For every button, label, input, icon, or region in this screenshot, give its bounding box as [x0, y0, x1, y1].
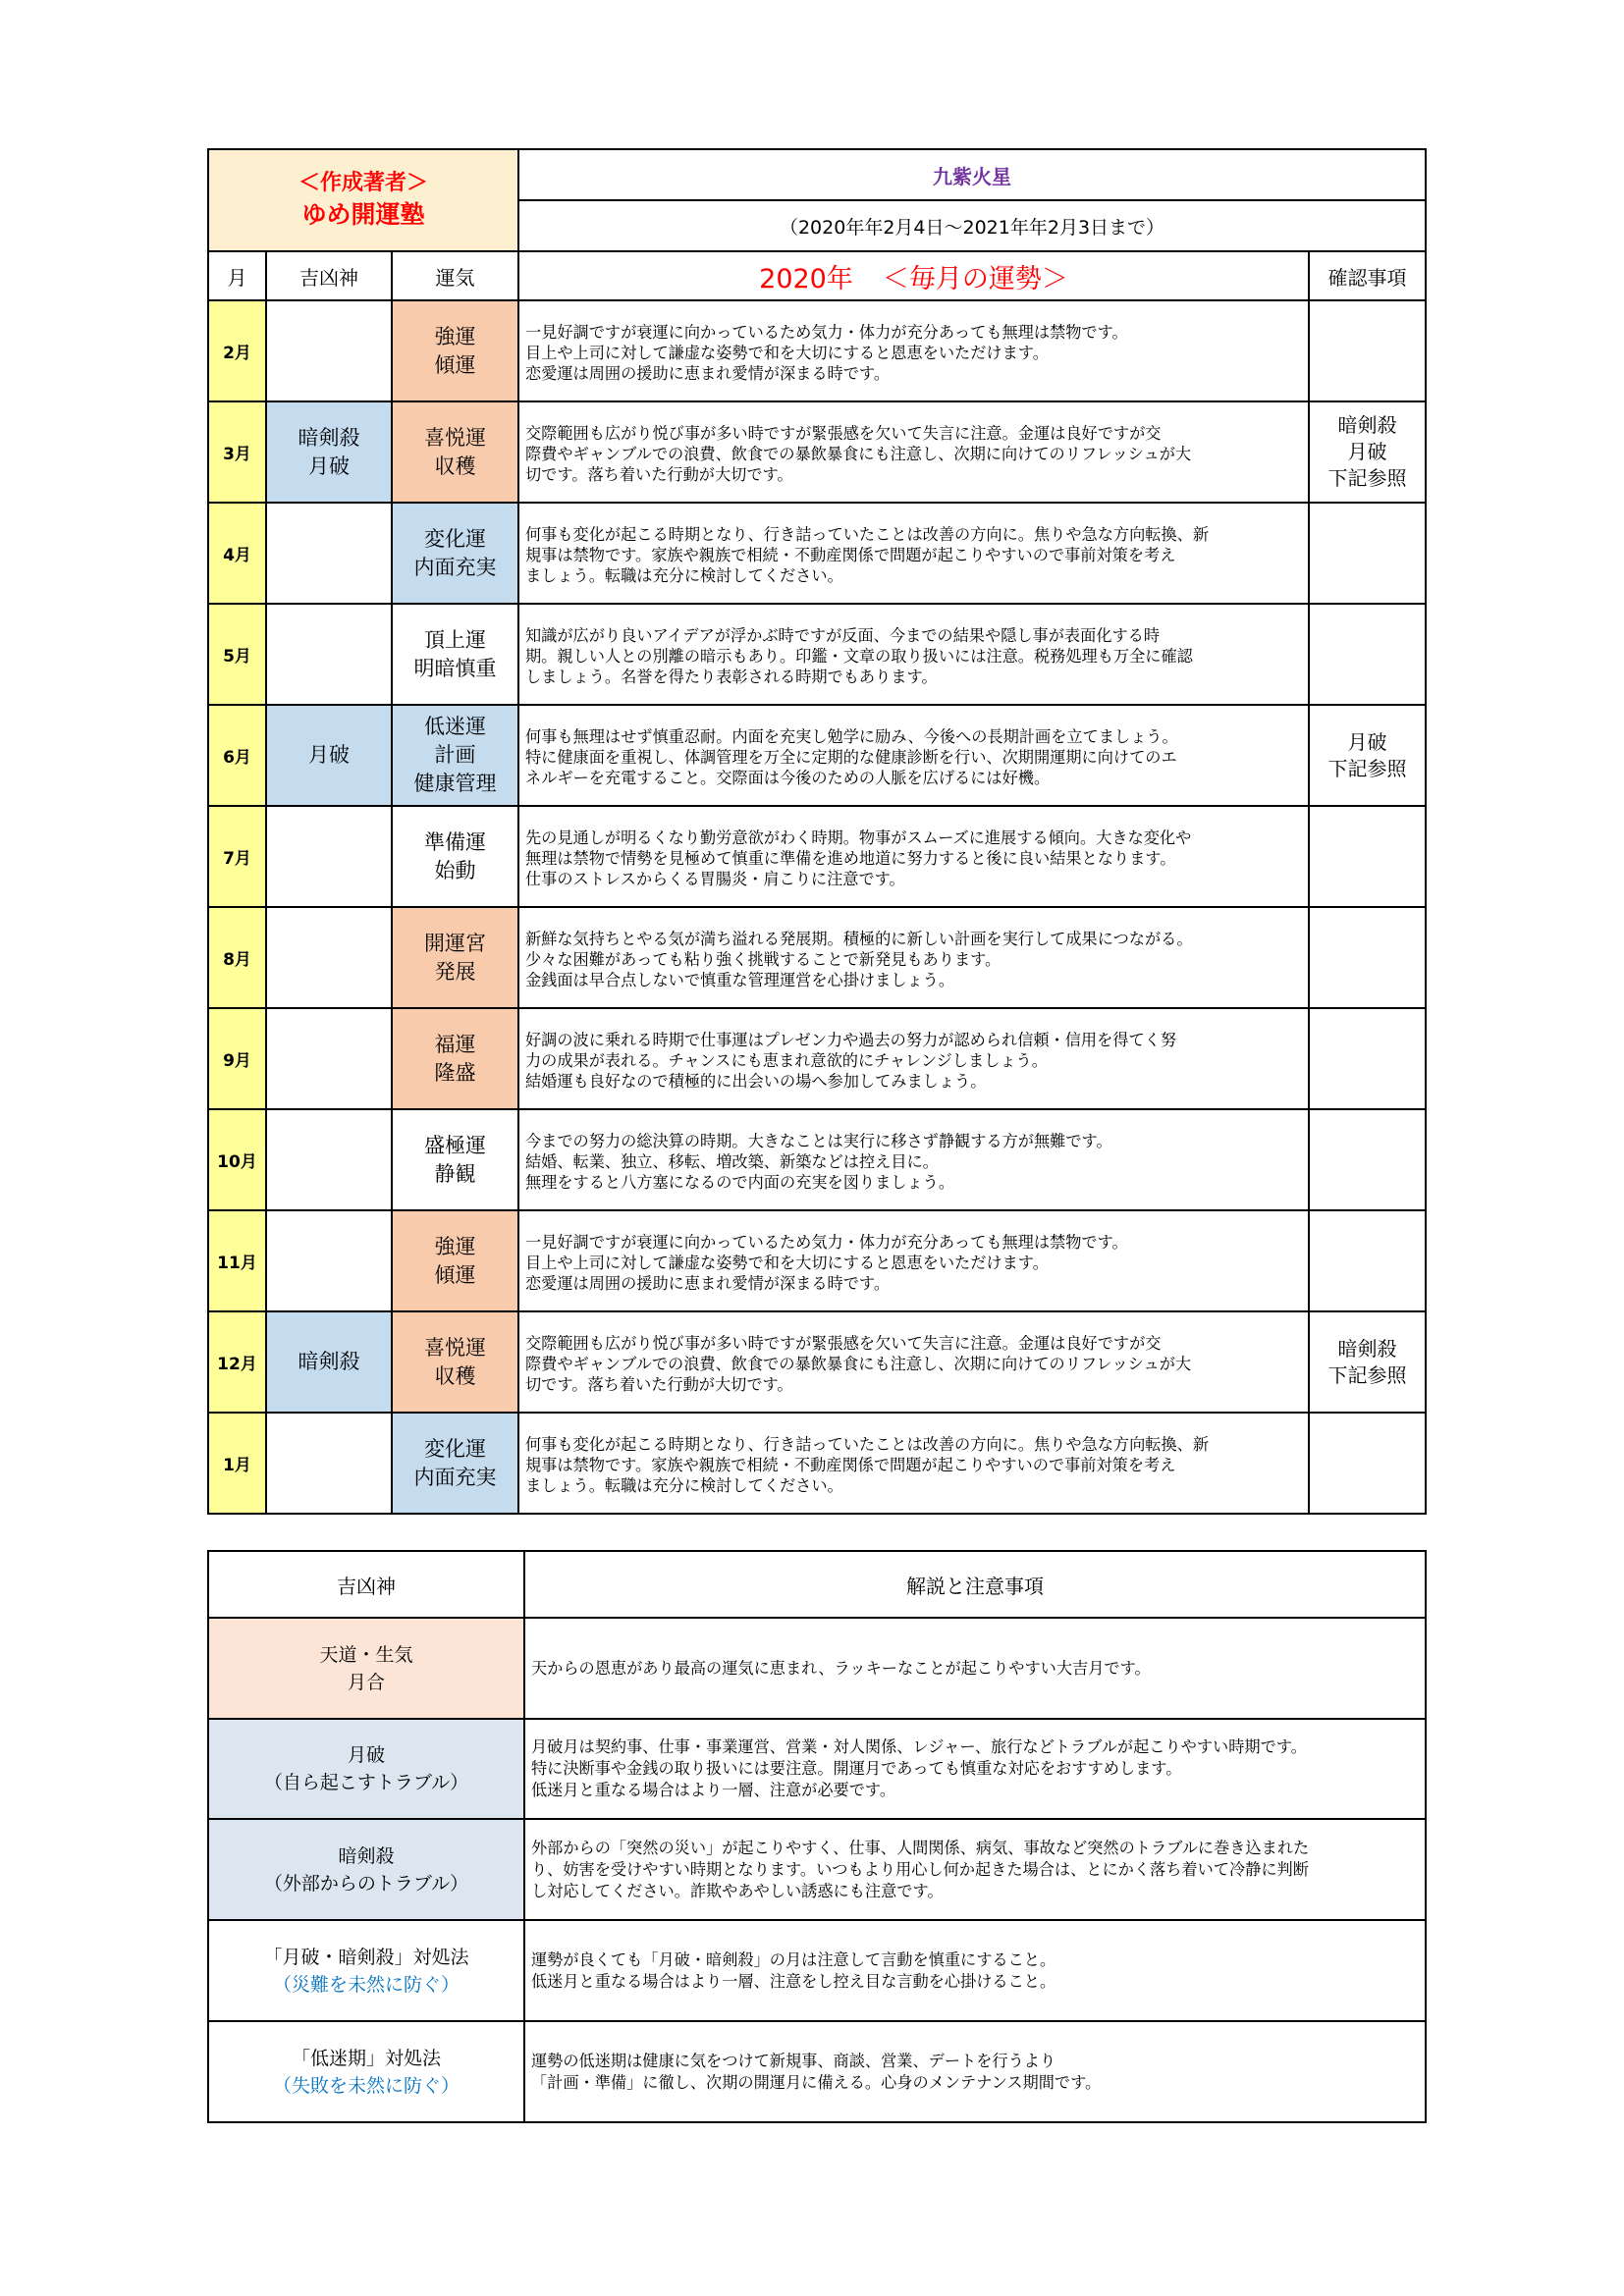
description-line: 規事は禁物です。家族や親族で相続・不動産関係で問題が起こりやすいので事前対策を考え [525, 1456, 1176, 1474]
unki-line: 収穫 [434, 1363, 476, 1388]
legend-name-line: （外部からのトラブル） [263, 1872, 469, 1895]
description-line: 今までの努力の総決算の時期。大きなことは実行に移さず静観する方が無難です。 [525, 1132, 1112, 1150]
title-year: 2020年 [759, 263, 853, 294]
check-cell [1309, 604, 1426, 705]
legend-name-line: 暗剣殺 [338, 1844, 395, 1867]
kikkyoshin-cell [266, 806, 392, 907]
month-label: 10月 [208, 1109, 266, 1210]
month-label: 3月 [208, 401, 266, 503]
fortune-description [518, 1311, 1309, 1413]
legend-description-line: 月破月は契約事、仕事・事業運営、営業・対人関係、レジャー、旅行などトラブルが起こりやすい時期です。 [531, 1737, 1307, 1756]
unki-line: 盛極運 [424, 1133, 486, 1157]
page-title [518, 251, 1309, 300]
kikkyoshin-cell [266, 1210, 392, 1311]
fortune-description [518, 1413, 1309, 1514]
check-line: 下記参照 [1327, 1362, 1407, 1387]
description-line: 特に健康面を重視し、体調管理を万全に定期的な健康診断を行い、次期開運期に向けてのエ [525, 748, 1177, 767]
unki-line: 喜悦運 [424, 425, 486, 450]
description-line: 交際範囲も広がり悦び事が多い時ですが緊張感を欠いて失言に注意。金運は良好ですが交 [525, 424, 1162, 443]
unki-cell [392, 1413, 518, 1514]
legend-description-line: 運勢が良くても「月破・暗剣殺」の月は注意して言動を慎重にすること。 [531, 1949, 1056, 1969]
check-cell [1309, 1413, 1426, 1514]
description-line: 結婚、転業、独立、移転、増改築、新築などは控え目に。 [525, 1152, 939, 1171]
unki-cell [392, 300, 518, 401]
kikkyoshin-cell [266, 1008, 392, 1109]
fortune-description [518, 300, 1309, 401]
author-label: ＜作成著者＞ [298, 171, 428, 195]
fortune-description [518, 1008, 1309, 1109]
unki-line: 内面充実 [413, 1465, 497, 1489]
col-unki: 運気 [392, 251, 518, 300]
month-label: 11月 [208, 1210, 266, 1311]
month-row [208, 705, 1426, 806]
month-row [208, 806, 1426, 907]
fortune-description [518, 806, 1309, 907]
description-line: 何事も変化が起こる時期となり、行き詰っていたことは改善の方向に。焦りや急な方向転換、新 [525, 1435, 1210, 1454]
unki-cell [392, 604, 518, 705]
fortune-description [518, 1210, 1309, 1311]
description-line: 目上や上司に対して謙虚な姿勢で和を大切にすると恩恵をいただけます。 [525, 344, 1049, 362]
month-label: 4月 [208, 503, 266, 604]
legend-description-line: 天からの恩恵があり最高の運気に恵まれ、ラッキーなことが起こりやすい大吉月です。 [531, 1658, 1151, 1678]
kikkyoshin-cell [266, 503, 392, 604]
kikkyoshin-line: 暗剣殺 [298, 425, 360, 450]
check-line: 月破 [1347, 729, 1387, 754]
unki-line: 低迷運 [424, 715, 486, 738]
legend-row [208, 1920, 1426, 2021]
check-cell [1309, 705, 1426, 806]
legend-description-line: り、妨害を受けやすい時期となります。いつもより用心し何か起きた場合は、とにかく落ち着いて冷静に判断 [531, 1859, 1309, 1879]
period: （2020年年2月4日～2021年年2月3日まで） [518, 200, 1426, 251]
description-line: ネルギーを充電すること。交際面は今後のための人脈を広げるには好機。 [525, 769, 1051, 787]
description-line: 何事も変化が起こる時期となり、行き詰っていたことは改善の方向に。焦りや急な方向転換、新 [525, 525, 1210, 544]
legend-name-line: （失敗を未然に防ぐ） [272, 2074, 460, 2097]
legend-description [524, 1819, 1426, 1920]
legend-row [208, 1618, 1426, 1719]
check-line: 下記参照 [1327, 466, 1407, 490]
unki-line: 明暗慎重 [413, 656, 497, 680]
description-line: 知識が広がり良いアイデアが浮かぶ時ですが反面、今までの結果や隠し事が表面化する時 [525, 626, 1161, 645]
legend-name-line: 月破 [347, 1744, 385, 1766]
legend-description [524, 1618, 1426, 1719]
month-label: 7月 [208, 806, 266, 907]
description-line: しましょう。名誉を得たり表彰される時期でもあります。 [525, 667, 938, 686]
description-line: ましょう。転職は充分に検討してください。 [525, 566, 843, 585]
check-cell [1309, 1311, 1426, 1413]
unki-cell [392, 503, 518, 604]
unki-cell [392, 705, 518, 806]
check-line: 暗剣殺 [1337, 1336, 1397, 1361]
unki-line: 変化運 [424, 1436, 486, 1461]
kikkyoshin-cell [266, 401, 392, 503]
month-label: 8月 [208, 907, 266, 1008]
kikkyoshin-cell [266, 1109, 392, 1210]
legend-description [524, 2021, 1426, 2122]
description-line: 何事も無理はせず慎重忍耐。内面を充実し勉学に励み、今後への長期計画を立てましょう。 [525, 727, 1178, 746]
legend-header-name: 吉凶神 [208, 1551, 524, 1618]
check-cell [1309, 1008, 1426, 1109]
legend-name [208, 2021, 524, 2122]
legend-description [524, 1719, 1426, 1819]
month-label: 6月 [208, 705, 266, 806]
month-label: 2月 [208, 300, 266, 401]
fortune-description [518, 401, 1309, 503]
unki-line: 準備運 [424, 829, 486, 854]
unki-cell [392, 1311, 518, 1413]
legend-description-line: 運勢の低迷期は健康に気をつけて新規事、商談、営業、デートを行うより [531, 2051, 1056, 2070]
kikkyoshin-cell [266, 1311, 392, 1413]
fortune-description [518, 604, 1309, 705]
legend-description-line: し対応してください。詐欺やあやしい誘惑にも注意です。 [531, 1881, 944, 1900]
check-line: 月破 [1347, 440, 1387, 463]
check-cell [1309, 1109, 1426, 1210]
kikkyoshin-cell [266, 300, 392, 401]
description-line: 力の成果が表れる。チャンスにも恵まれ意欲的にチャレンジしましょう。 [525, 1051, 1048, 1070]
unki-line: 開運宮 [424, 931, 486, 955]
description-line: 恋愛運は周囲の援助に恵まれ愛情が深まる時です。 [525, 1274, 891, 1293]
fortune-description [518, 503, 1309, 604]
legend-name-line: （災難を未然に防ぐ） [272, 1973, 460, 1996]
unki-cell [392, 907, 518, 1008]
description-line: 目上や上司に対して謙虚な姿勢で和を大切にすると恩恵をいただけます。 [525, 1254, 1049, 1272]
month-row [208, 1413, 1426, 1514]
check-cell [1309, 1210, 1426, 1311]
month-label: 9月 [208, 1008, 266, 1109]
unki-cell [392, 1210, 518, 1311]
description-line: 規事は禁物です。家族や親族で相続・不動産関係で問題が起こりやすいので事前対策を考え [525, 546, 1176, 564]
legend-row [208, 1819, 1426, 1920]
title-sub: ＜毎月の運勢＞ [882, 263, 1068, 294]
check-cell [1309, 401, 1426, 503]
legend-name [208, 1618, 524, 1719]
description-line: ましょう。転職は充分に検討してください。 [525, 1476, 843, 1495]
legend-description [524, 1920, 1426, 2021]
description-line: 切です。落ち着いた行動が大切です。 [525, 1375, 793, 1394]
legend-description-line: 「計画・準備」に徹し、次期の開運月に備える。心身のメンテナンス期間です。 [531, 2072, 1102, 2092]
check-cell [1309, 806, 1426, 907]
author-name: ゆめ開運塾 [301, 200, 425, 229]
description-line: 交際範囲も広がり悦び事が多い時ですが緊張感を欠いて失言に注意。金運は良好ですが交 [525, 1334, 1162, 1353]
description-line: 期。親しい人との別離の暗示もあり。印鑑・文章の取り扱いには注意。税務処理も万全に確認 [525, 647, 1193, 666]
unki-line: 傾運 [434, 352, 476, 377]
check-cell [1309, 907, 1426, 1008]
legend-table [207, 1550, 1427, 2123]
legend-description-line: 外部からの「突然の災い」が起こりやすく、仕事、人間関係、病気、事故など突然のトラブルに巻き込まれた [531, 1838, 1310, 1857]
description-line: 仕事のストレスからくる胃腸炎・肩こりに注意です。 [525, 870, 905, 888]
unki-line: 喜悦運 [424, 1335, 486, 1360]
month-row [208, 1109, 1426, 1210]
unki-line: 変化運 [424, 526, 486, 551]
month-row [208, 604, 1426, 705]
unki-line: 計画 [434, 743, 476, 767]
check-line: 暗剣殺 [1337, 413, 1397, 437]
legend-header-desc: 解説と注意事項 [524, 1551, 1426, 1618]
unki-line: 強運 [434, 1234, 476, 1258]
unki-line: 発展 [434, 959, 476, 984]
description-line: 際費やギャンブルでの浪費、飲食での暴飲暴食にも注意し、次期に向けてのリフレッシュが大 [525, 445, 1192, 463]
unki-line: 頂上運 [424, 627, 486, 652]
month-row [208, 401, 1426, 503]
month-row [208, 1008, 1426, 1109]
month-label: 5月 [208, 604, 266, 705]
legend-name-line: 天道・生気 [319, 1643, 413, 1666]
unki-cell [392, 401, 518, 503]
kikkyoshin-cell [266, 907, 392, 1008]
description-line: 一見好調ですが衰運に向かっているため気力・体力が充分あっても無理は禁物です。 [525, 1233, 1128, 1252]
kikkyoshin-line: 暗剣殺 [298, 1350, 360, 1373]
unki-line: 傾運 [434, 1262, 476, 1287]
star-name: 九紫火星 [518, 149, 1426, 200]
unki-line: 隆盛 [434, 1060, 476, 1085]
unki-line: 静観 [434, 1161, 476, 1186]
legend-name-line: （自ら起こすトラブル） [263, 1772, 469, 1793]
description-line: 恋愛運は周囲の援助に恵まれ愛情が深まる時です。 [525, 364, 891, 383]
col-kikkyoshin: 吉凶神 [266, 251, 392, 300]
kikkyoshin-cell [266, 604, 392, 705]
unki-line: 内面充実 [413, 555, 497, 579]
col-check: 確認事項 [1309, 251, 1426, 300]
month-row [208, 907, 1426, 1008]
legend-name [208, 1920, 524, 2021]
description-line: 一見好調ですが衰運に向かっているため気力・体力が充分あっても無理は禁物です。 [525, 323, 1128, 342]
fortune-description [518, 705, 1309, 806]
check-line: 下記参照 [1327, 756, 1407, 780]
monthly-fortune-table [207, 148, 1427, 1515]
unki-line: 福運 [434, 1032, 476, 1056]
description-line: 少々な困難があっても粘り強く挑戦することで新発見もあります。 [525, 950, 1001, 969]
unki-line: 強運 [434, 324, 476, 348]
month-label: 12月 [208, 1311, 266, 1413]
month-row [208, 503, 1426, 604]
description-line: 切です。落ち着いた行動が大切です。 [525, 465, 793, 484]
unki-line: 健康管理 [413, 772, 497, 795]
kikkyoshin-cell [266, 1413, 392, 1514]
fortune-description [518, 1109, 1309, 1210]
legend-name [208, 1719, 524, 1819]
unki-cell [392, 1008, 518, 1109]
description-line: 結婚運も良好なので積極的に出会いの場へ参加してみましょう。 [525, 1072, 987, 1091]
description-line: 好調の波に乗れる時期で仕事運はプレゼン力や過去の努力が認められ信頼・信用を得てく努 [525, 1031, 1177, 1049]
legend-name-line: 月合 [347, 1671, 385, 1693]
legend-row [208, 2021, 1426, 2122]
description-line: 先の見通しが明るくなり勤労意欲がわく時期。物事がスムーズに進展する傾向。大きな変化や [525, 828, 1192, 847]
legend-name [208, 1819, 524, 1920]
unki-cell [392, 1109, 518, 1210]
description-line: 無理は禁物で情勢を見極めて慎重に準備を進め地道に努力すると後に良い結果となります。 [525, 849, 1176, 868]
kikkyoshin-line: 月破 [308, 454, 350, 478]
month-row [208, 1210, 1426, 1311]
description-line: 金銭面は早合点しないで慎重な管理運営を心掛けましょう。 [525, 971, 955, 989]
month-row [208, 1311, 1426, 1413]
description-line: 新鮮な気持ちとやる気が満ち溢れる発展期。積極的に新しい計画を実行して成果につながる。 [525, 930, 1193, 948]
col-month: 月 [208, 251, 266, 300]
description-line: 際費やギャンブルでの浪費、飲食での暴飲暴食にも注意し、次期に向けてのリフレッシュが大 [525, 1355, 1192, 1373]
author-cell [208, 149, 518, 251]
check-cell [1309, 503, 1426, 604]
legend-description-line: 低迷月と重なる場合はより一層、注意をし控え目な言動を心掛けること。 [531, 1971, 1056, 1991]
check-cell [1309, 300, 1426, 401]
legend-name-line: 「月破・暗剣殺」対処法 [263, 1946, 469, 1968]
unki-line: 収穫 [434, 454, 476, 478]
unki-line: 始動 [434, 858, 476, 882]
month-label: 1月 [208, 1413, 266, 1514]
kikkyoshin-line: 月破 [308, 743, 350, 767]
unki-cell [392, 806, 518, 907]
description-line: 無理をすると八方塞になるので内面の充実を図りましょう。 [525, 1173, 955, 1192]
legend-name-line: 「低迷期」対処法 [291, 2047, 441, 2069]
legend-row [208, 1719, 1426, 1819]
legend-description-line: 低迷月と重なる場合はより一層、注意が必要です。 [531, 1781, 896, 1799]
kikkyoshin-cell [266, 705, 392, 806]
fortune-description [518, 907, 1309, 1008]
legend-description-line: 特に決断事や金銭の取り扱いには要注意。開運月であっても慎重な対応をおすすめします。 [531, 1759, 1182, 1778]
month-row [208, 300, 1426, 401]
